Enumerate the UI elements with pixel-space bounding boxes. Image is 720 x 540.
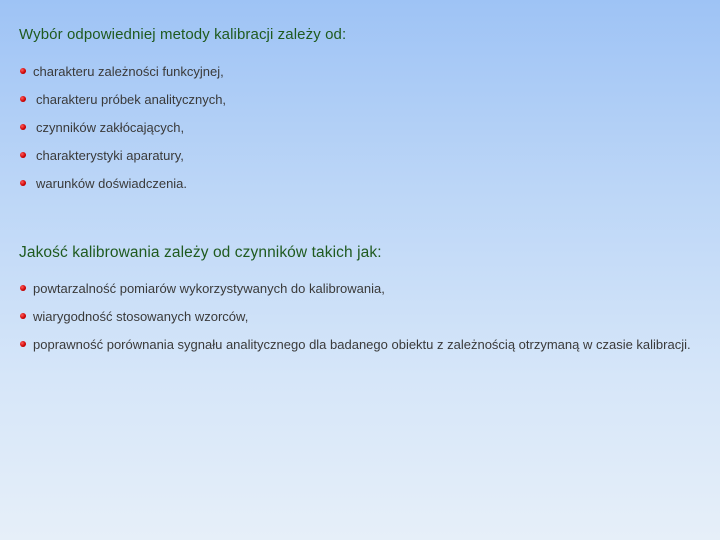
list-item — [19, 277, 699, 300]
list-item — [19, 88, 699, 111]
list-item-text: czynników zakłócających, — [36, 120, 185, 135]
bullet-icon — [20, 285, 26, 291]
bullet-icon — [20, 68, 26, 74]
section2-heading: Jakość kalibrowania zależy od czynników takich jak: — [19, 244, 382, 261]
list-item — [19, 144, 699, 167]
bullet-icon — [20, 180, 26, 186]
section2-list — [19, 277, 699, 361]
list-item-text: poprawność porównania sygnału analitycznego dla badanego obiektu z zależnością otrzymaną w czasie kalibracji. — [33, 337, 691, 352]
list-item-text: powtarzalność pomiarów wykorzystywanych do kalibrowania, — [33, 281, 385, 296]
list-item-text: charakteru zależności funkcyjnej, — [33, 64, 224, 79]
list-item — [19, 172, 699, 195]
list-item-text: charakteru próbek analitycznych, — [36, 92, 227, 107]
bullet-icon — [20, 152, 26, 158]
bullet-icon — [20, 341, 26, 347]
list-item-text: wiarygodność stosowanych wzorców, — [33, 309, 249, 324]
list-item — [19, 60, 699, 83]
list-item — [19, 333, 699, 356]
section1-heading: Wybór odpowiedniej metody kalibracji zależy od: — [19, 26, 347, 43]
bullet-icon — [20, 124, 26, 130]
bullet-icon — [20, 96, 26, 102]
section1-list — [19, 60, 699, 200]
list-item-text: warunków doświadczenia. — [36, 176, 188, 191]
list-item-text: charakterystyki aparatury, — [36, 148, 184, 163]
list-item — [19, 305, 699, 328]
list-item — [19, 116, 699, 139]
bullet-icon — [20, 313, 26, 319]
